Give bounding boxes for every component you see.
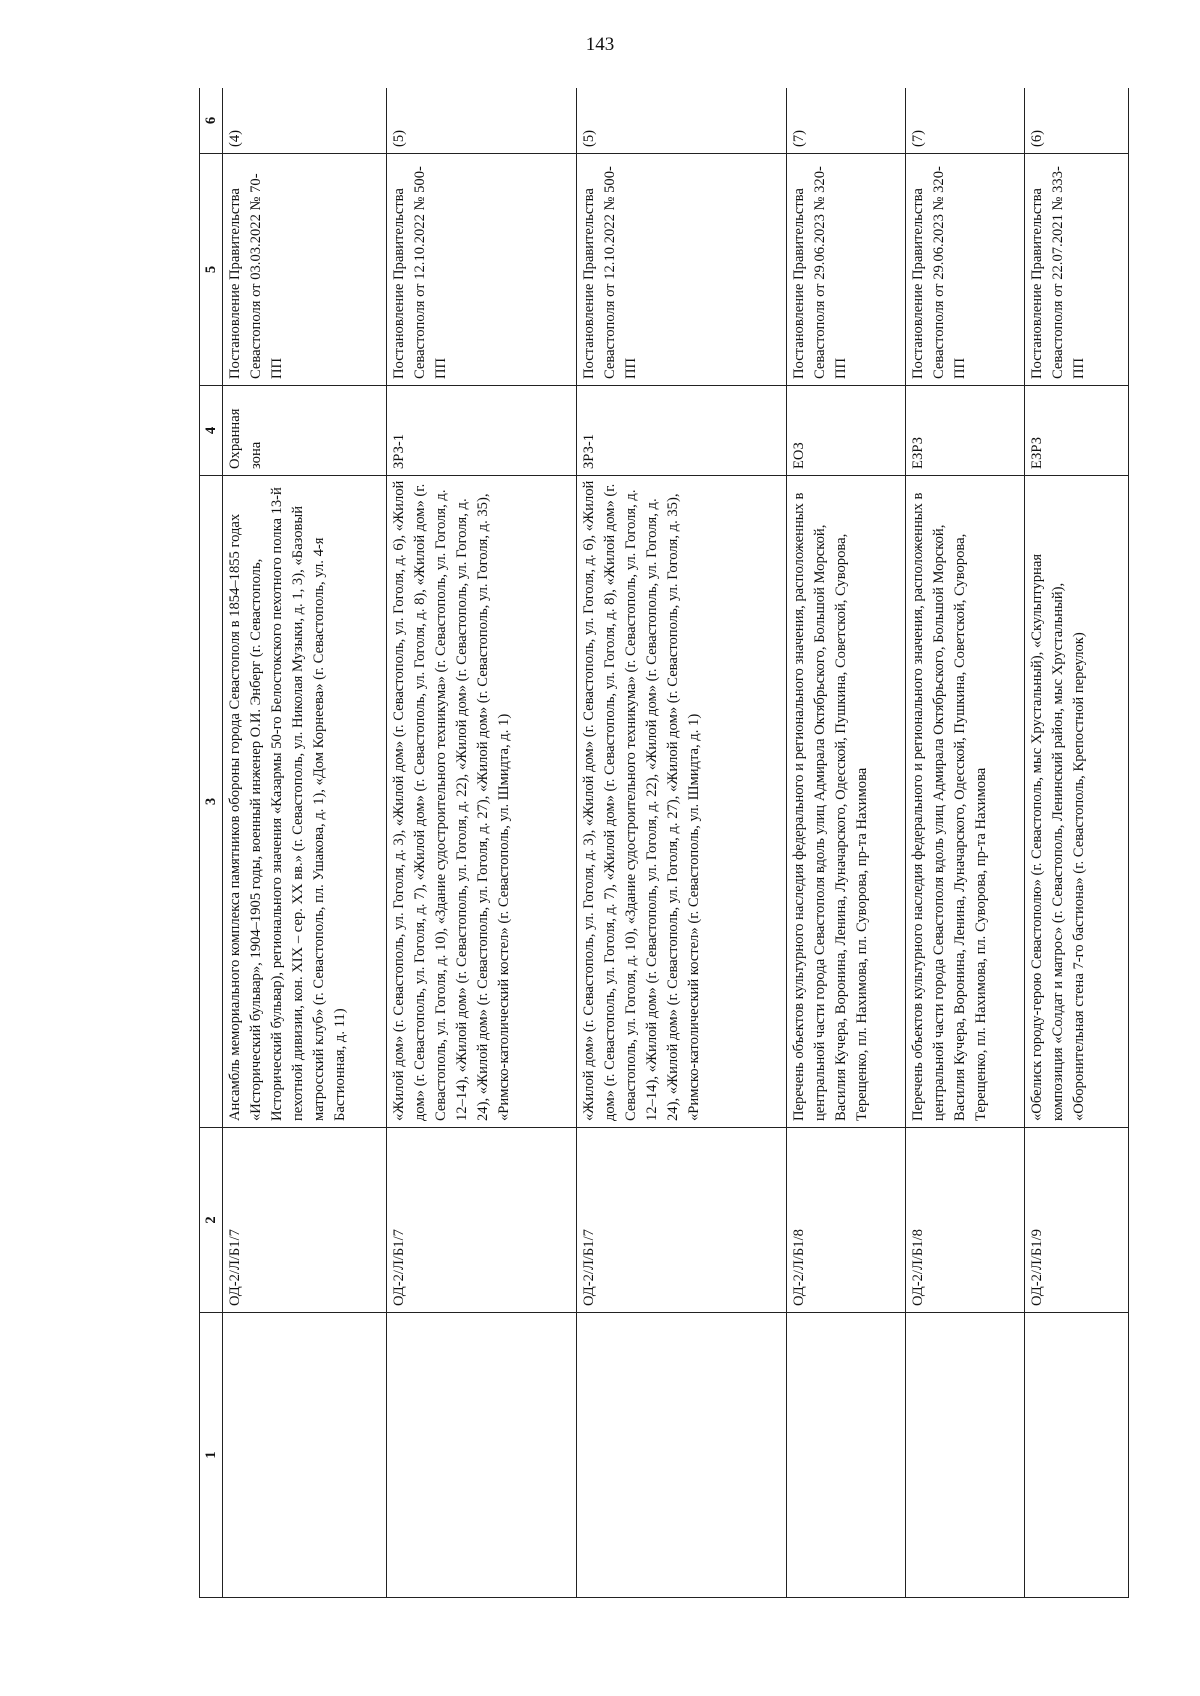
table-row [1025, 88, 1129, 1598]
rotated-table-wrapper [199, 88, 1129, 1598]
zone-type-cell: ЗРЗ-1 [576, 386, 787, 476]
description-cell: Перечень объектов культурного наследия федерального и регионального значения, расположенных в центральной части города Севастополя вдоль улиц Адмирала Октябрьского, Большой Морской, Василия Кучера, Воронина, Ленина, Луначарского, Одесской, Пушкина, Советской, Суворова, Терещенко, пл. Нахимова, пл. Суворова, пр-та Нахимова [906, 476, 1025, 1128]
document-cell: Постановление Правительства Севастополя от 12.10.2022 № 500-ПП [576, 154, 787, 386]
table-row [906, 88, 1025, 1598]
zone-type-cell: ЗРЗ-1 [387, 386, 576, 476]
zone-code-cell: ОД-2/Л/Б1/8 [787, 1128, 906, 1313]
row-number-cell [223, 1313, 387, 1598]
document-cell: Постановление Правительства Севастополя от 29.06.2023 № 320-ПП [906, 154, 1025, 386]
description-cell: «Обелиск городу-герою Севастополю» (г. Севастополь, мыс Хрустальный), «Скульптурная композиция «Солдат и матрос» (г. Севастополь, Ленинский район, мыс Хрустальный), «Оборонительная стена 7-го бастиона» (г. Севастополь, Крепостной переулок) [1025, 476, 1129, 1128]
header-cell-5: 5 [200, 154, 223, 386]
row-number-cell [906, 1313, 1025, 1598]
reference-cell: (7) [787, 88, 906, 154]
row-number-cell [387, 1313, 576, 1598]
reference-cell: (4) [223, 88, 387, 154]
header-cell-2: 2 [200, 1128, 223, 1313]
table-frame [199, 88, 1129, 1598]
reference-cell: (5) [387, 88, 576, 154]
table-row [787, 88, 906, 1598]
document-cell: Постановление Правительства Севастополя от 03.03.2022 № 70-ПП [223, 154, 387, 386]
table-row [223, 88, 387, 1598]
table-row [576, 88, 787, 1598]
zone-code-cell: ОД-2/Л/Б1/7 [576, 1128, 787, 1313]
zone-type-cell: ЕЗРЗ [906, 386, 1025, 476]
table-header-row [200, 88, 223, 1598]
row-number-cell [1025, 1313, 1129, 1598]
reference-cell: (7) [906, 88, 1025, 154]
description-cell: «Жилой дом» (г. Севастополь, ул. Гоголя, д. 3), «Жилой дом» (г. Севастополь, ул. Гоголя, д. 6), «Жилой дом» (г. Севастополь, ул. Гоголя, д. 7), «Жилой дом» (г. Севастополь, ул. Гоголя, д. 8), «Жилой дом» (г. Севастополь, ул. Гоголя, д. 10), «Здание судостроительного техникума» (г. Севастополь, ул. Гоголя, д. 12–14), «Жилой дом» (г. Севастополь, ул. Гоголя, д. 22), «Жилой дом» (г. Севастополь, ул. Гоголя, д. 24), «Жилой дом» (г. Севастополь, ул. Гоголя, д. 27), «Жилой дом» (г. Севастополь, ул. Гоголя, д. 35), «Римско-католический костел» (г. Севастополь, ул. Шмидта, д. 1) [576, 476, 787, 1128]
header-cell-1: 1 [200, 1313, 223, 1598]
zone-code-cell: ОД-2/Л/Б1/7 [223, 1128, 387, 1313]
zone-type-cell: ЕЗРЗ [1025, 386, 1129, 476]
row-number-cell [787, 1313, 906, 1598]
reference-cell: (6) [1025, 88, 1129, 154]
zone-code-cell: ОД-2/Л/Б1/7 [387, 1128, 576, 1313]
zone-type-cell: Охранная зона [223, 386, 387, 476]
zone-code-cell: ОД-2/Л/Б1/8 [906, 1128, 1025, 1313]
row-number-cell [576, 1313, 787, 1598]
header-cell-4: 4 [200, 386, 223, 476]
table-row [387, 88, 576, 1598]
zones-table [199, 88, 1129, 1598]
description-cell: Перечень объектов культурного наследия федерального и регионального значения, расположенных в центральной части города Севастополя вдоль улиц Адмирала Октябрьского, Большой Морской, Василия Кучера, Воронина, Ленина, Луначарского, Одесской, Пушкина, Советской, Суворова, Терещенко, пл. Нахимова, пл. Суворова, пр-та Нахимова [787, 476, 906, 1128]
page-number: 143 [585, 34, 615, 55]
zone-code-cell: ОД-2/Л/Б1/9 [1025, 1128, 1129, 1313]
document-cell: Постановление Правительства Севастополя от 29.06.2023 № 320-ПП [787, 154, 906, 386]
header-cell-6: 6 [200, 88, 223, 154]
reference-cell: (5) [576, 88, 787, 154]
header-cell-3: 3 [200, 476, 223, 1128]
zone-type-cell: ЕОЗ [787, 386, 906, 476]
document-cell: Постановление Правительства Севастополя от 22.07.2021 № 333-ПП [1025, 154, 1129, 386]
description-cell: Ансамбль мемориального комплекса памятников обороны города Севастополя в 1854–1855 годах «Исторический бульвар», 1904–1905 годы, военный инженер О.И. Энберг (г. Севастополь, Исторический бульвар), регионального значения «Казармы 50-го Белостокского пехотного полка 13-й пехотной дивизии, кон. XIX – сер. XX вв.» (г. Севастополь, ул. Николая Музыки, д. 1, 3), «Базовый матросский клуб» (г. Севастополь, пл. Ушакова, д. 1), «Дом Корнеева» (г. Севастополь, ул. 4-я Бастионная, д. 11) [223, 476, 387, 1128]
document-cell: Постановление Правительства Севастополя от 12.10.2022 № 500-ПП [387, 154, 576, 386]
description-cell: «Жилой дом» (г. Севастополь, ул. Гоголя, д. 3), «Жилой дом» (г. Севастополь, ул. Гоголя, д. 6), «Жилой дом» (г. Севастополь, ул. Гоголя, д. 7), «Жилой дом» (г. Севастополь, ул. Гоголя, д. 8), «Жилой дом» (г. Севастополь, ул. Гоголя, д. 10), «Здание судостроительного техникума» (г. Севастополь, ул. Гоголя, д. 12–14), «Жилой дом» (г. Севастополь, ул. Гоголя, д. 22), «Жилой дом» (г. Севастополь, ул. Гоголя, д. 24), «Жилой дом» (г. Севастополь, ул. Гоголя, д. 27), «Жилой дом» (г. Севастополь, ул. Гоголя, д. 35), «Римско-католический костел» (г. Севастополь, ул. Шмидта, д. 1) [387, 476, 576, 1128]
